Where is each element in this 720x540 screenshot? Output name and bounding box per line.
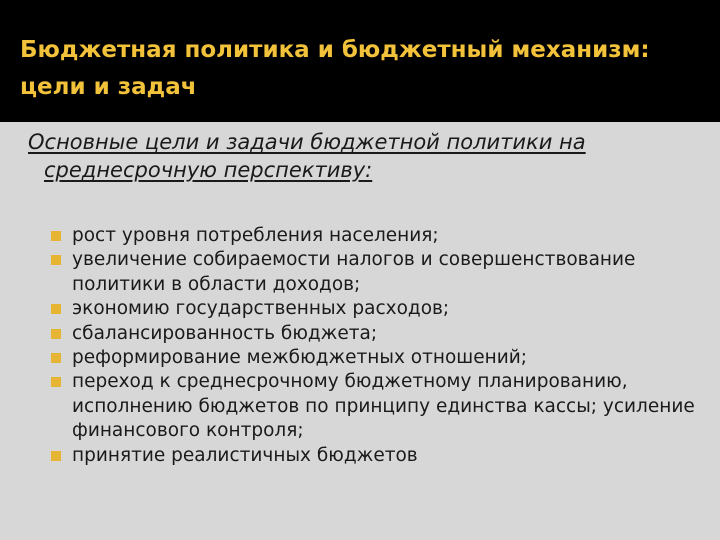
square-bullet-icon (51, 255, 61, 265)
slide-subtitle (28, 128, 720, 184)
square-bullet-icon (51, 329, 61, 339)
subtitle-text: Основные цели и задачи бюджетной политики на среднесрочную перспективу: (28, 130, 586, 182)
bullet-item (72, 224, 712, 248)
slide-title: Бюджетная политика и бюджетный механизм: цели и задач (20, 37, 650, 100)
bullet-text: экономию государственных расходов; (72, 298, 450, 320)
bullet-text: сбалансированность бюджета; (72, 322, 378, 344)
title-bar (0, 0, 720, 122)
bullet-item (72, 370, 712, 443)
bullet-item (72, 322, 712, 346)
bullet-text: принятие реалистичных бюджетов (72, 444, 418, 466)
square-bullet-icon (51, 231, 61, 241)
bullet-text: рост уровня потребления населения; (72, 225, 439, 246)
bullet-text: увеличение собираемости налогов и совершенствование политики в области доходов; (72, 249, 636, 295)
bullet-text: переход к среднесрочному бюджетному планированию, исполнению бюджетов по принципу единства кассы; усиление финансового контроля; (72, 371, 695, 442)
square-bullet-icon (51, 377, 61, 387)
square-bullet-icon (51, 304, 61, 314)
bullet-list (72, 224, 712, 468)
bullet-text: реформирование межбюджетных отношений; (72, 347, 527, 369)
bullet-item (72, 248, 712, 297)
square-bullet-icon (51, 451, 61, 461)
bullet-item (72, 444, 712, 468)
square-bullet-icon (51, 353, 61, 363)
bullet-item (72, 346, 712, 370)
bullet-item (72, 297, 712, 321)
